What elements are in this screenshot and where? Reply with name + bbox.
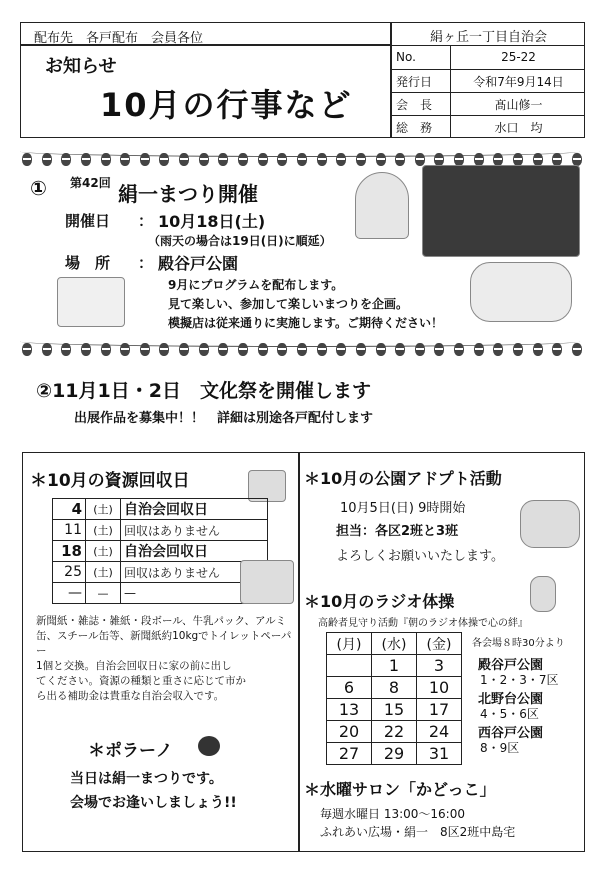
lantern-icon <box>81 153 91 166</box>
park-staff: 担当：各区2班と3班 <box>336 524 459 539</box>
lantern-icon <box>179 343 189 356</box>
lantern-icon <box>277 153 287 166</box>
lantern-icon <box>238 153 248 166</box>
meta-row-divider <box>390 115 585 116</box>
lantern-icon <box>493 343 503 356</box>
lantern-icon <box>454 343 464 356</box>
venue-areas: 1・2・3・7区 <box>480 673 559 687</box>
lantern-icon <box>218 343 228 356</box>
lantern-icon <box>317 343 327 356</box>
calendar-day: 1 <box>372 655 417 677</box>
recycle-row <box>53 541 268 562</box>
lantern-icon <box>356 153 366 166</box>
lantern-icon <box>42 343 52 356</box>
recycle-row <box>53 499 268 520</box>
recycle-weekday: — <box>86 583 121 604</box>
meta-value: 25-22 <box>501 50 536 64</box>
calendar-day: 31 <box>417 743 462 765</box>
calendar-day: 27 <box>327 743 372 765</box>
lantern-icon <box>199 343 209 356</box>
lantern-icon <box>120 343 130 356</box>
radio-calendar <box>326 632 462 765</box>
salon-heading: ＊水曜サロン「かどっこ」 <box>304 780 496 799</box>
lantern-icon <box>376 343 386 356</box>
park-greeting: よろしくお願いいたします。 <box>336 549 504 564</box>
recycle-day: 25 <box>53 562 86 583</box>
meta-value: 水口 均 <box>494 121 543 135</box>
calendar-header: (水) <box>372 633 417 655</box>
meta-value: 髙山修一 <box>494 98 543 112</box>
polano-heading: ＊ポラーノ <box>88 741 173 761</box>
lantern-icon <box>120 153 130 166</box>
recycle-note-line: ら出る補助金は貴重な自治会収入です。 <box>36 690 225 702</box>
venue-name: 西谷戸公園 <box>478 726 544 741</box>
venue-name: 北野台公園 <box>478 692 544 707</box>
calendar-day: 10 <box>417 677 462 699</box>
festival-desc-1: 9月にプログラムを配布します。 <box>168 278 344 292</box>
venue-areas: 8・9区 <box>480 741 520 755</box>
lantern-icon <box>42 153 52 166</box>
calendar-header: (金) <box>417 633 462 655</box>
lantern-icon <box>415 343 425 356</box>
lantern-icon <box>395 343 405 356</box>
lantern-icon <box>159 343 169 356</box>
calendar-day: 3 <box>417 655 462 677</box>
recycle-note-line: 1個と交換。自治会回収日に家の前に出し <box>36 660 232 672</box>
festival-title: 絹一まつり開催 <box>118 182 258 206</box>
calendar-day: 29 <box>372 743 417 765</box>
meta-label: No. <box>396 50 416 64</box>
meta-divider-top <box>390 45 585 46</box>
lantern-icon <box>61 343 71 356</box>
festival-date-colon: ： <box>138 212 154 230</box>
polano-line-2: 会場でお逢いしましょう!! <box>70 795 237 811</box>
festival-place-colon: ： <box>138 254 154 272</box>
lantern-icon <box>513 343 523 356</box>
festival-date-label: 開催日 <box>65 212 111 230</box>
drummer-illustration <box>355 172 409 239</box>
lantern-icon <box>140 343 150 356</box>
radio-sub: 高齢者見守り活動『朝のラジオ体操で心の絆』 <box>318 618 528 629</box>
calendar-day: 22 <box>372 721 417 743</box>
recycle-text: 自治会回収日 <box>121 499 268 520</box>
festival-number: ① <box>30 176 47 200</box>
recycle-note-line: 新聞紙・雑誌・雑紙・段ボール、牛乳パック、アルミ <box>36 615 287 627</box>
meta-label: 発行日 <box>396 75 433 89</box>
lantern-icon <box>199 153 209 166</box>
lantern-row-bottom <box>22 336 582 360</box>
calendar-header: (月) <box>327 633 372 655</box>
culture-heading: ②11月1日・2日 文化祭を開催します <box>36 380 371 402</box>
radio-heading: ＊10月のラジオ体操 <box>304 592 455 611</box>
lower-panel-divider <box>298 452 300 852</box>
festival-date: 10月18日(土) <box>158 212 266 231</box>
recycle-text: — <box>121 583 268 604</box>
festival-edition: 第42回 <box>70 176 111 190</box>
lantern-icon <box>434 343 444 356</box>
festival-desc-2: 見て楽しい、参加して楽しいまつりを企画。 <box>168 297 409 311</box>
park-heading: ＊10月の公園アドプト活動 <box>304 469 502 488</box>
lantern-icon <box>336 343 346 356</box>
calendar-day <box>327 655 372 677</box>
meta-label: 会 長 <box>396 98 433 112</box>
lantern-icon <box>395 153 405 166</box>
lantern-icon <box>533 343 543 356</box>
lantern-icon <box>297 343 307 356</box>
exercise-person-icon <box>530 576 556 612</box>
festival-photo <box>422 165 580 257</box>
recycle-text: 自治会回収日 <box>121 541 268 562</box>
lantern-icon <box>22 153 32 166</box>
recycle-weekday: (土) <box>86 541 121 562</box>
recycle-day: 4 <box>53 499 86 520</box>
stall-illustration <box>57 277 125 327</box>
recycle-note-line: てください。資源の種類と重さに応じて市か <box>36 675 246 687</box>
calendar-day: 20 <box>327 721 372 743</box>
salon-place: ふれあい広場・絹一 8区2班中島宅 <box>320 825 516 839</box>
venue-name: 殿谷戸公園 <box>478 658 544 673</box>
park-date: 10月5日(日) 9時開始 <box>340 501 466 516</box>
cardboard-bundle-icon <box>240 560 294 604</box>
lantern-icon <box>22 343 32 356</box>
distribution-line: 配布先 各戸配布 会員各位 <box>34 31 204 46</box>
recycle-text: 回収はありません <box>121 520 268 541</box>
recycle-weekday: (土) <box>86 499 121 520</box>
venue-areas: 4・5・6区 <box>480 707 539 721</box>
lantern-icon <box>317 153 327 166</box>
lantern-icon <box>297 153 307 166</box>
recycle-table <box>52 498 268 604</box>
calendar-day: 6 <box>327 677 372 699</box>
recycle-weekday: (土) <box>86 562 121 583</box>
calendar-day: 8 <box>372 677 417 699</box>
lantern-icon <box>552 343 562 356</box>
festival-place-label: 場 所 <box>65 254 111 272</box>
recycle-row <box>53 562 268 583</box>
page-title: 10月の行事など <box>100 86 353 124</box>
festival-place: 殿谷戸公園 <box>158 254 239 273</box>
lantern-icon <box>572 343 582 356</box>
meta-value: 令和7年9月14日 <box>473 75 564 89</box>
lantern-icon <box>277 343 287 356</box>
lantern-icon <box>376 153 386 166</box>
lantern-icon <box>258 153 268 166</box>
recycle-heading: ＊10月の資源回収日 <box>30 471 190 491</box>
org-name: 絹ヶ丘一丁目自治会 <box>429 30 547 45</box>
salon-schedule: 毎週水曜日 13:00～16:00 <box>320 807 465 821</box>
recycle-text: 回収はありません <box>121 562 268 583</box>
lantern-icon <box>61 153 71 166</box>
radio-time-note: 各会場８時30分より <box>472 638 565 649</box>
lantern-icon <box>356 343 366 356</box>
lantern-icon <box>140 153 150 166</box>
meta-row-divider <box>390 92 585 93</box>
recycle-note-line: 缶、スチール缶等、新聞紙約10kgでトイレットペーパー <box>36 630 292 657</box>
recycle-day: 18 <box>53 541 86 562</box>
lantern-icon <box>258 343 268 356</box>
coffee-cup-icon <box>198 736 220 756</box>
recycle-row <box>53 583 268 604</box>
recycle-note <box>36 614 296 704</box>
calendar-day: 13 <box>327 699 372 721</box>
lantern-icon <box>474 343 484 356</box>
notice-label: お知らせ <box>45 56 117 77</box>
lantern-icon <box>179 153 189 166</box>
recycle-weekday: (土) <box>86 520 121 541</box>
lantern-icon <box>415 153 425 166</box>
festival-desc-3: 模擬店は従来通りに実施します。ご期待ください！ <box>168 316 444 330</box>
lantern-icon <box>101 343 111 356</box>
lantern-icon <box>218 153 228 166</box>
recycle-day: — <box>53 583 86 604</box>
lantern-icon <box>238 343 248 356</box>
lantern-icon <box>81 343 91 356</box>
lantern-icon <box>101 153 111 166</box>
festival-rain-note: （雨天の場合は19日(日)に順延） <box>148 234 332 248</box>
calendar-day: 17 <box>417 699 462 721</box>
calendar-day: 15 <box>372 699 417 721</box>
lantern-icon <box>336 153 346 166</box>
polano-line-1: 当日は絹一まつりです。 <box>70 771 223 787</box>
lantern-icon <box>159 153 169 166</box>
recycle-row <box>53 520 268 541</box>
recycle-day: 11 <box>53 520 86 541</box>
meta-row-divider <box>390 69 585 70</box>
meta-label: 総 務 <box>396 121 433 135</box>
culture-sub: 出展作品を募集中！！ 詳細は別途各戸配付します <box>74 411 374 426</box>
calendar-day: 24 <box>417 721 462 743</box>
kids-illustration <box>470 262 572 322</box>
volunteers-illustration <box>520 500 580 548</box>
